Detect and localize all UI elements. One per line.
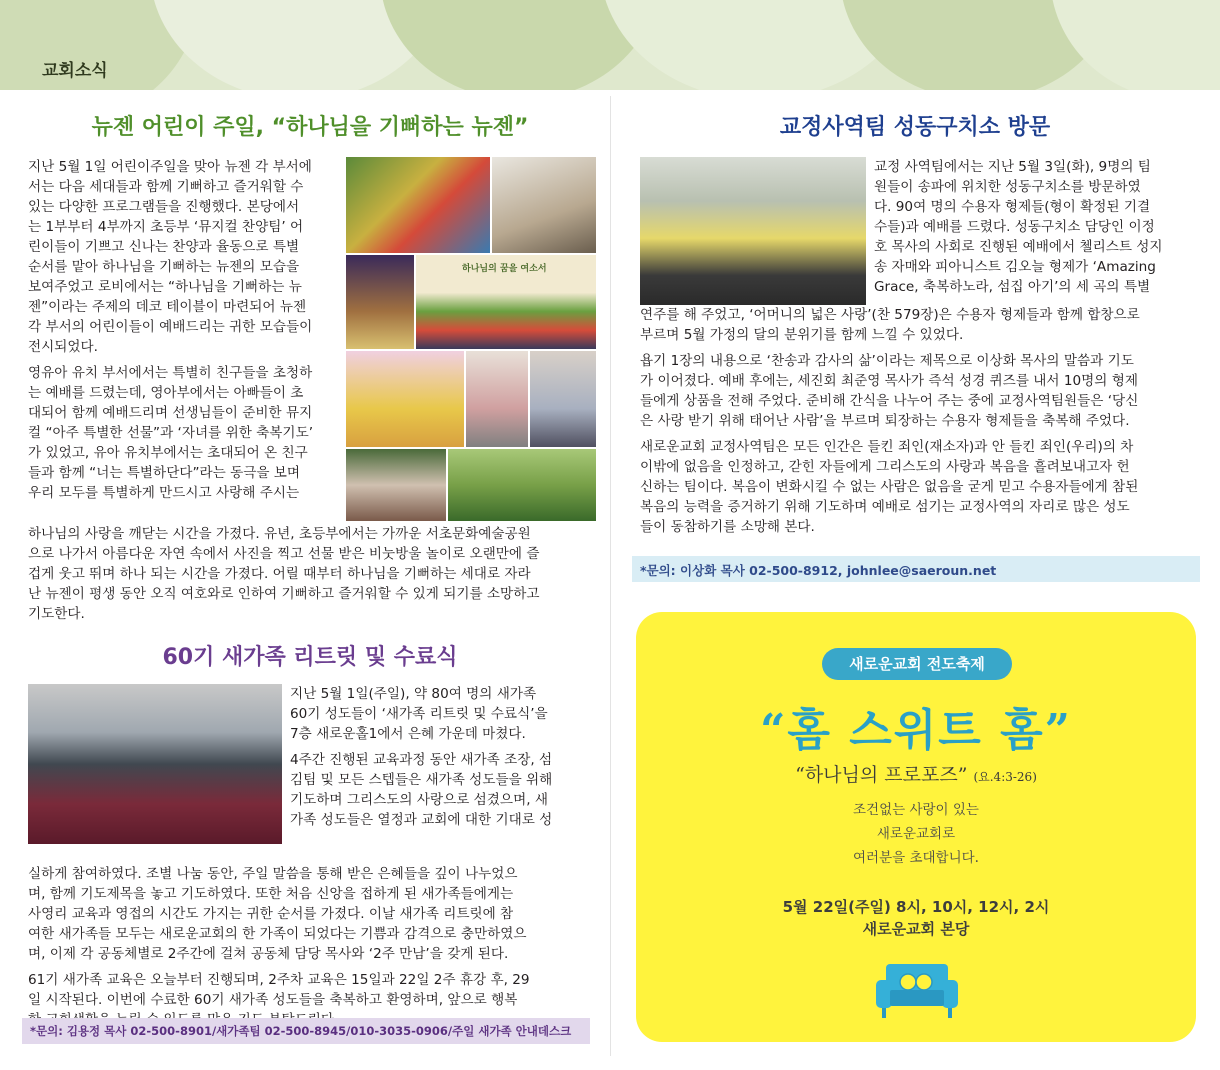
article2-body-right (290, 684, 596, 830)
festival-time: 5월 22일(주일) 8시, 10시, 12시, 2시 (782, 898, 1050, 916)
photo-toddler (466, 351, 528, 447)
text-line: 겁게 웃고 뛰며 하나 되는 시간을 가졌다. 어릴 때부터 하나님을 기뻐하는 세대로 자라 (28, 566, 531, 582)
article2-contact: *문의: 김용정 목사 02-500-8901/새가족팀 02-500-8945/010-3035-0906/주일 새가족 안내데스크 (22, 1018, 590, 1044)
text-line: 린이들이 기쁘고 신나는 찬양과 율동으로 특별 (28, 239, 300, 255)
article2-body-full (28, 864, 596, 1030)
festival-subtitle (636, 760, 1196, 787)
text-line: 기도하며 그리스도의 사랑으로 섬겼으며, 새 (290, 792, 548, 808)
invite-line: 조건없는 사랑이 있는 (853, 802, 979, 818)
festival-schedule (636, 896, 1196, 940)
article2-title: 60기 새가족 리트릿 및 수료식 (162, 645, 458, 670)
text-line: 수들)과 예배를 드렸다. 성동구치소 담당인 이정 (874, 219, 1155, 235)
text-line: 컬 “아주 특별한 선물”과 ‘자녀를 위한 축복기도’ (28, 425, 314, 441)
photo-prison-visit-team (640, 157, 866, 305)
text-line: 이밖에 없음을 인정하고, 갇힌 자들에게 그리스도의 사랑과 복음을 흘려보내고자 헌 (640, 459, 1130, 475)
festival-subtitle-text: “하나님의 프로포즈” (795, 764, 968, 786)
invite-line: 여러분을 초대합니다. (853, 850, 979, 866)
text-line: 사영리 교육과 영접의 시간도 가지는 귀한 순서를 가졌다. 이날 새가족 리트릿에 참 (28, 906, 514, 922)
text-line: 는 1부부터 4부까지 초등부 ‘뮤지컬 찬양팀’ 어 (28, 219, 304, 235)
text-line: 으로 나가서 아름다운 자연 속에서 사진을 찍고 선물 받은 비눗방울 놀이로 오랜만에 즐 (28, 546, 540, 562)
text-line: 영유아 유치 부서에서는 특별히 친구들을 초청하 (28, 365, 313, 381)
text-line: 보여주었고 로비에서는 “하나님을 기뻐하는 뉴 (28, 279, 302, 295)
text-line: 하나님의 사랑을 깨닫는 시간을 가졌다. 유년, 초등부에서는 가까운 서초문화예술공원 (28, 526, 531, 542)
text-line: 은 사랑 받기 위해 태어난 사람’을 부르며 퇴장하는 수용자 형제들을 축복해 주었다. (640, 413, 1130, 429)
festival-pill-label: 새로운교회 전도축제 (822, 648, 1012, 680)
photo-stage-performance (416, 255, 596, 349)
text-line: 난 뉴젠이 평생 동안 오직 여호와로 인하여 기뻐하고 즐거워할 수 있게 되기를 소망하고 (28, 586, 540, 602)
photo-parachute-play (346, 157, 490, 253)
text-line: 들과 함께 “너는 특별하단다”라는 동극을 보며 (28, 465, 301, 481)
text-line: 전시되었다. (28, 339, 98, 355)
text-line: 욥기 1장의 내용으로 ‘찬송과 감사의 삶’이라는 제목으로 이상화 목사의 말씀과 기도 (640, 353, 1134, 369)
text-line: 일 시작된다. 이번에 수료한 60기 새가족 성도들을 축복하고 환영하며, 앞으로 행복 (28, 992, 518, 1008)
text-line: 복음의 능력을 증거하기 위해 기도하며 예배로 섬기는 교정사역의 자리로 많은 성도 (640, 499, 1130, 515)
article3-contact: *문의: 이상화 목사 02-500-8912, johnlee@saeroun.net (632, 556, 1200, 582)
text-line: 순서를 맡아 하나님을 기뻐하는 뉴젠의 모습을 (28, 259, 300, 275)
article1-title: 뉴젠 어린이 주일, “하나님을 기뻐하는 뉴젠” (91, 115, 529, 140)
article1-body-full (28, 524, 596, 624)
text-line: 호 목사의 사회로 진행된 예배에서 첼리스트 성지 (874, 239, 1163, 255)
photo-child-performing (346, 255, 414, 349)
text-line: 는 예배를 드렸는데, 영아부에서는 아빠들이 초 (28, 385, 304, 401)
photo-child-drawing (492, 157, 596, 253)
text-line: 연주를 해 주었고, ‘어머니의 넓은 사랑’(찬 579장)은 수용자 형제들과 함께 합창으로 (640, 307, 1140, 323)
text-line: 기도한다. (28, 606, 85, 622)
photo-parent-child (530, 351, 596, 447)
text-line: 각 부서의 어린이들이 예배드리는 귀한 모습들이 (28, 319, 313, 335)
text-line: 다. 90여 명의 수용자 형제들(형이 확정된 기결 (874, 199, 1151, 215)
festival-subtitle-ref: (요.4:3-26) (973, 770, 1037, 784)
text-line: 7층 새로운홀1에서 은혜 가운데 마쳤다. (290, 726, 526, 742)
evangelism-festival-banner (636, 612, 1196, 1042)
invite-line: 새로운교회로 (876, 826, 956, 842)
festival-place: 새로운교회 본당 (862, 920, 970, 938)
sofa-icon (872, 960, 962, 1022)
text-line: 젠”이라는 주제의 데코 테이블이 마련되어 뉴젠 (28, 299, 307, 315)
text-line: 있는 다양한 프로그램들을 진행했다. 본당에서 (28, 199, 300, 215)
text-line: 실하게 참여하였다. 조별 나눔 동안, 주일 말씀을 통해 받은 은혜들을 깊이 나누었으 (28, 866, 518, 882)
text-line: 들에게 상품을 전해 주었다. 준비해 간식을 나누어 주는 중에 교정사역팀원들은 ‘당신 (640, 393, 1139, 409)
text-line: 원들이 송파에 위치한 성동구치소를 방문하였 (874, 179, 1141, 195)
text-line: 며, 이제 각 공동체별로 2주간에 걸쳐 공동체 담당 목사와 ‘2주 만남’을 갖게 된다. (28, 946, 509, 962)
photo-girls-outdoor (346, 449, 446, 521)
text-line: 지난 5월 1일 어린이주일을 맞아 뉴젠 각 부서에 (28, 159, 312, 175)
poster-text: 하나님의 꿈을 여소서 (462, 264, 547, 274)
text-line: 대되어 함께 예배드리며 선생님들이 준비한 뮤지 (28, 405, 313, 421)
text-line: 61기 새가족 교육은 오늘부터 진행되며, 2주차 교육은 15일과 22일 2주 휴강 후, 29 (28, 972, 530, 988)
article3-title: 교정사역팀 성동구치소 방문 (779, 115, 1051, 140)
text-line: 들이 동참하기를 소망해 본다. (640, 519, 815, 535)
article3-body-right (874, 157, 1196, 297)
text-line: 부르며 5월 가정의 달의 분위기를 함께 느낄 수 있었다. (640, 327, 964, 343)
text-line: 지난 5월 1일(주일), 약 80여 명의 새가족 (290, 686, 537, 702)
text-line: 우리 모두를 특별하게 만드시고 사랑해 주시는 (28, 485, 300, 501)
festival-main-title: “홈 스위트 홈” (760, 705, 1072, 756)
text-line: 교정 사역팀에서는 지난 5월 3일(화), 9명의 팀 (874, 159, 1151, 175)
festival-invitation (636, 798, 1196, 870)
text-line: 새로운교회 교정사역팀은 모든 인간은 들킨 죄인(재소자)과 안 들킨 죄인(우리)의 차 (640, 439, 1134, 455)
page-header (0, 0, 1220, 90)
section-label: 교회소식 (42, 61, 108, 81)
header-decor-circle (1050, 0, 1220, 90)
text-line: 송 자매와 피아니스트 김오늘 형제가 ‘Amazing (874, 259, 1156, 275)
text-line: 김팀 및 모든 스텝들은 새가족 성도들을 위해 (290, 772, 553, 788)
text-line: 가족 성도들은 열정과 교회에 대한 기대로 성 (290, 812, 553, 828)
text-line: 4주간 진행된 교육과정 동안 새가족 조장, 섬 (290, 752, 553, 768)
text-line: 며, 함께 기도제목을 놓고 기도하였다. 또한 처음 신앙을 접하게 된 새가족들에게는 (28, 886, 514, 902)
text-line: 여한 새가족들 모두는 새로운교회의 한 가족이 되었다는 기쁨과 감격으로 충만하였으 (28, 926, 527, 942)
photo-bubbles-park (448, 449, 596, 521)
article1-body-left (28, 157, 340, 503)
text-line: Grace, 축복하노라, 섬집 아기’의 세 곡의 특별 (874, 279, 1151, 295)
text-line: 가 있었고, 유아 유치부에서는 초대되어 온 친구 (28, 445, 308, 461)
photo-kids-yellow (346, 351, 464, 447)
text-line: 60기 성도들이 ‘새가족 리트릿 및 수료식’을 (290, 706, 548, 722)
column-divider (610, 96, 611, 1056)
photo-new-family-group (28, 684, 282, 844)
article3-body-full (640, 305, 1196, 537)
text-line: 가 이어졌다. 예배 후에는, 세진회 최준영 목사가 즉석 성경 퀴즈를 내서 10명의 형제 (640, 373, 1138, 389)
text-line: 신하는 팀이다. 복음이 변화시킬 수 없는 사람은 없음을 굳게 믿고 수용자들에게 참된 (640, 479, 1139, 495)
text-line: 서는 다음 세대들과 함께 기뻐하고 즐거워할 수 (28, 179, 304, 195)
